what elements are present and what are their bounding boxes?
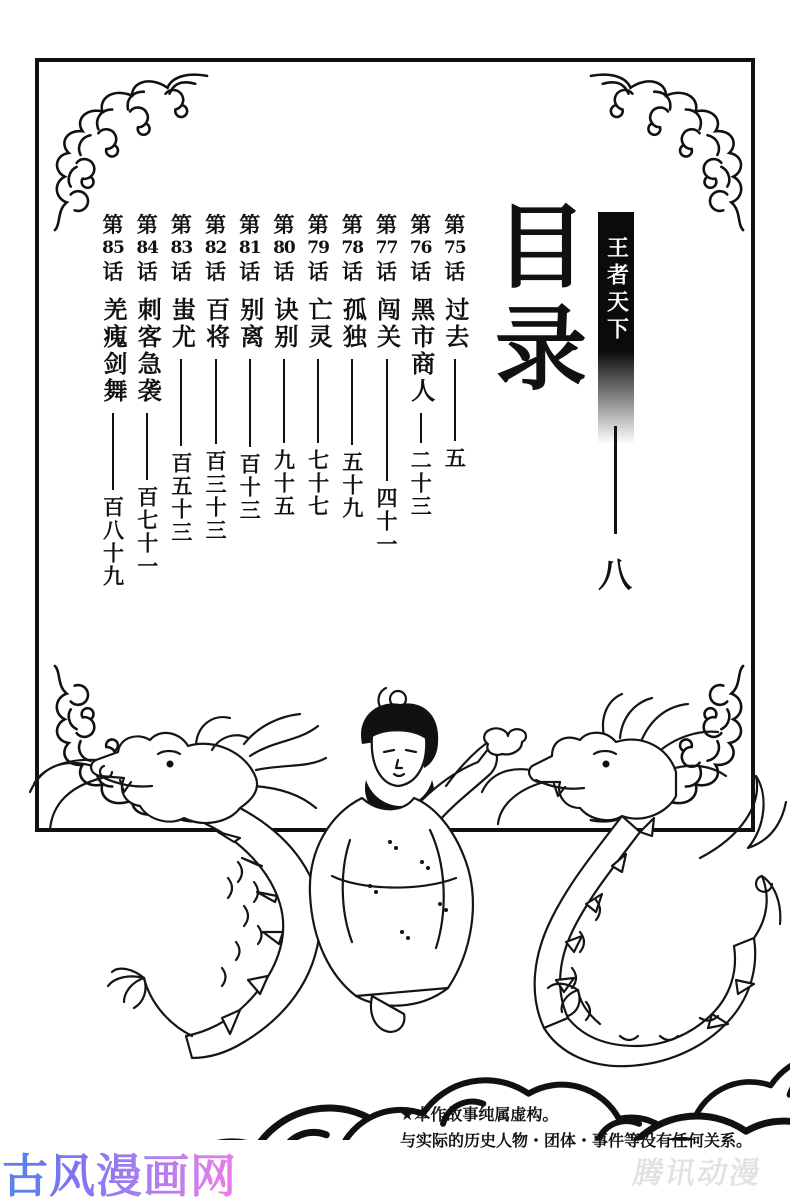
chapter-page: 九十五 <box>271 449 297 518</box>
toc-entry <box>203 212 229 542</box>
leader-line <box>146 413 148 480</box>
leader-line <box>215 359 217 444</box>
corner-cloud-ornament-icon <box>583 68 751 236</box>
tencent-comics-watermark: 腾讯动漫 <box>630 1156 765 1191</box>
chapter-suffix: 话 <box>102 258 124 284</box>
dragons-and-rider-illustration <box>0 680 790 1140</box>
leader-line <box>283 359 285 443</box>
chapter-prefix: 第 <box>170 212 192 237</box>
volume-dash-line <box>614 426 617 534</box>
gufeng-manhua-watermark: 古风漫画网 <box>2 1140 237 1200</box>
chapter-page: 二十三 <box>408 449 434 518</box>
toc-entry <box>237 212 263 522</box>
chapter-suffix: 话 <box>136 258 158 284</box>
toc-entry <box>271 212 297 518</box>
chapter-title: 亡灵 <box>304 296 334 351</box>
chapter-prefix: 第 <box>307 212 329 237</box>
toc-entry <box>167 212 197 544</box>
disclaimer-line-1: ★本作故事纯属虚构。 <box>400 1105 559 1124</box>
chapter-page: 五十九 <box>339 451 365 520</box>
chapter-page: 百五十三 <box>168 452 194 544</box>
chapter-number: 80 <box>273 238 295 259</box>
leader-line <box>420 413 422 443</box>
chapter-title: 羌瘣剑舞 <box>99 296 128 405</box>
chapter-page: 百八十九 <box>100 496 126 588</box>
chapter-prefix: 第 <box>102 212 124 237</box>
chapter-number: 77 <box>375 238 398 259</box>
disclaimer-line-2: 与实际的历史人物・团体・事件等没有任何关系。 <box>400 1130 753 1150</box>
chapter-page: 百十三 <box>237 453 263 522</box>
chapter-suffix: 话 <box>239 258 261 284</box>
leader-line <box>386 359 388 481</box>
chapter-page: 百三十三 <box>203 450 229 542</box>
toc-entry <box>442 212 468 470</box>
chapter-page: 七十七 <box>305 449 331 518</box>
leader-line <box>112 413 114 490</box>
chapter-page: 四十一 <box>374 487 399 556</box>
chapter-number: 82 <box>204 238 227 259</box>
chapter-title: 孤独 <box>338 296 368 351</box>
chapter-title: 刺客急袭 <box>133 296 163 405</box>
chapter-title: 黑市商人 <box>406 296 436 405</box>
series-title: 王者天下 <box>603 236 629 344</box>
chapter-prefix: 第 <box>205 212 227 237</box>
chapter-prefix: 第 <box>444 212 466 237</box>
chapter-title: 蚩尤 <box>167 296 197 351</box>
page-title: 目录 <box>480 198 588 402</box>
chapter-number: 83 <box>170 238 193 259</box>
chapter-suffix: 话 <box>205 258 227 284</box>
chapter-title: 别离 <box>235 296 265 351</box>
chapter-suffix: 话 <box>444 258 466 284</box>
chapter-number: 76 <box>409 238 432 259</box>
volume-number: 八 <box>598 556 632 596</box>
chapter-suffix: 话 <box>170 258 192 284</box>
toc-list <box>100 212 468 612</box>
leader-line <box>180 359 182 446</box>
chapter-suffix: 话 <box>273 258 295 284</box>
chapter-prefix: 第 <box>136 212 158 237</box>
chapter-suffix: 话 <box>307 258 329 284</box>
chapter-prefix: 第 <box>410 212 432 237</box>
toc-entry <box>133 212 163 578</box>
leader-line <box>249 359 251 447</box>
chapter-number: 84 <box>136 238 159 259</box>
chapter-prefix: 第 <box>273 212 295 237</box>
chapter-suffix: 话 <box>376 258 397 284</box>
toc-entry <box>374 212 400 556</box>
chapter-number: 85 <box>102 238 124 259</box>
chapter-title: 闯关 <box>372 296 402 351</box>
chapter-prefix: 第 <box>376 212 397 237</box>
chapter-suffix: 话 <box>341 258 363 284</box>
toc-entry <box>408 212 434 518</box>
toc-entry <box>100 212 126 588</box>
chapter-number: 81 <box>238 238 261 259</box>
chapter-page: 百七十一 <box>134 486 160 578</box>
chapter-title: 过去 <box>440 296 470 351</box>
chapter-title: 百将 <box>201 296 231 351</box>
corner-cloud-ornament-icon <box>47 68 215 236</box>
disclaimer <box>400 1102 770 1153</box>
toc-entry <box>338 212 368 520</box>
series-title-bar <box>598 212 634 444</box>
chapter-page: 五 <box>442 447 468 470</box>
chapter-prefix: 第 <box>341 212 363 237</box>
chapter-number: 79 <box>307 238 329 259</box>
chapter-suffix: 话 <box>410 258 432 284</box>
leader-line <box>317 359 319 443</box>
chapter-title: 诀别 <box>269 296 299 351</box>
toc-entry <box>304 212 334 518</box>
chapter-prefix: 第 <box>239 212 261 237</box>
chapter-number: 75 <box>444 238 466 259</box>
leader-line <box>454 359 456 441</box>
leader-line <box>351 359 353 445</box>
chapter-number: 78 <box>341 238 364 259</box>
